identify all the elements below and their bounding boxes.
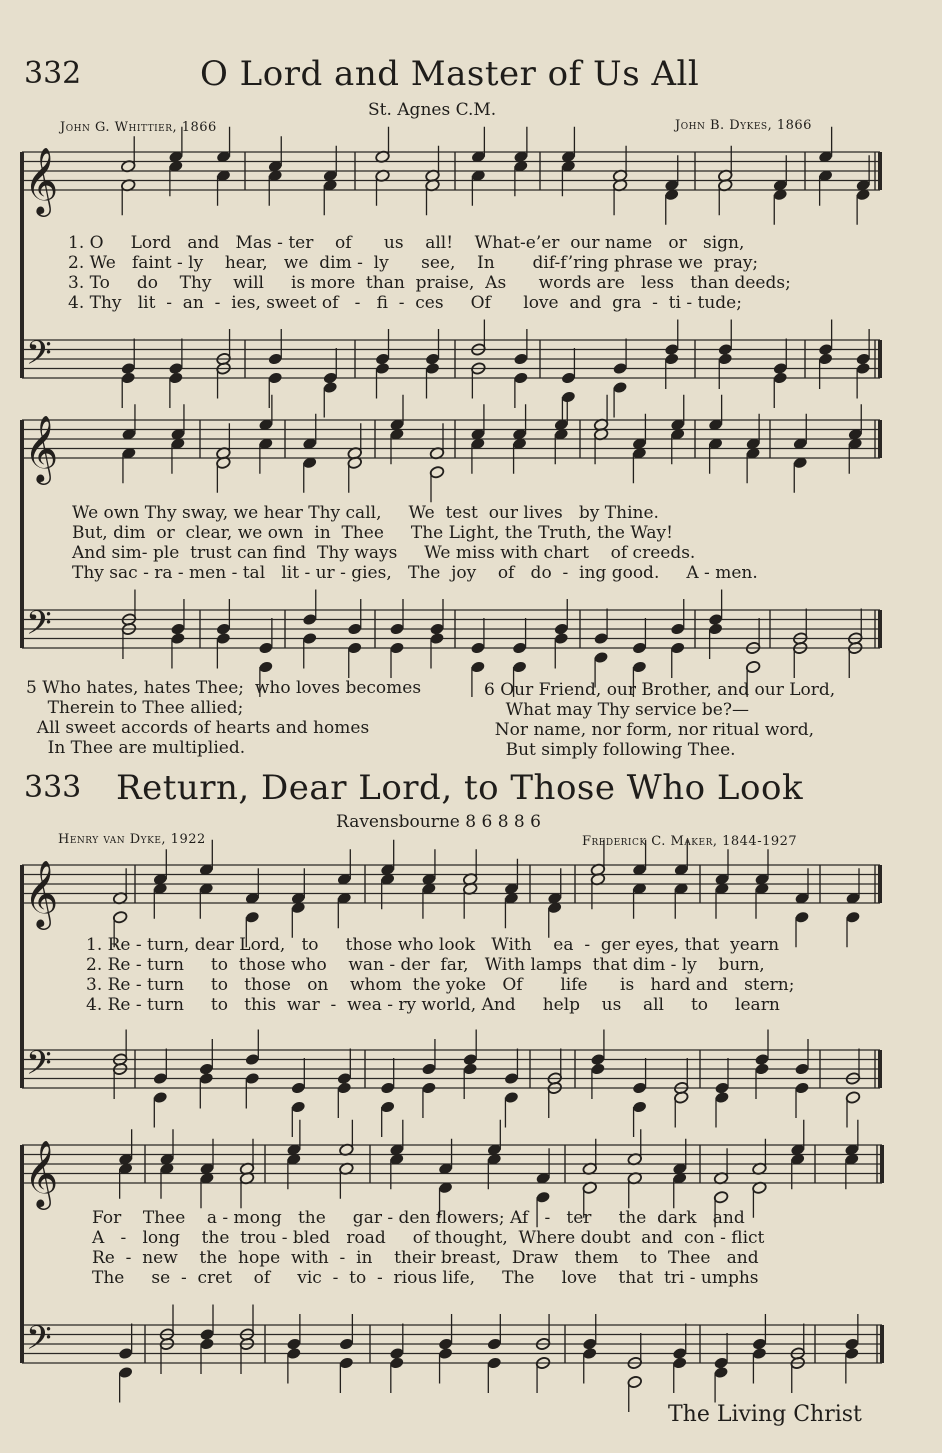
verse-2: 2. We faint - ly hear, we dim - ly see, In dif-f’ring phrase we pray; [68,253,759,273]
stanza-line: But simply following Thee. [484,740,736,760]
hymn-332-tune: St. Agnes C.M. [368,100,497,120]
svg-text:𝄞: 𝄞 [24,1139,59,1207]
stanza-line: 5 Who hates, hates Thee; who loves becomes [26,678,422,698]
svg-text:𝄢: 𝄢 [26,334,52,381]
stanza-line: In Thee are multiplied. [26,738,246,758]
hymn-332-verses-line2 [72,503,758,583]
svg-text:𝄞: 𝄞 [24,859,59,927]
hymn-332-title: O Lord and Master of Us All [200,54,700,94]
hymn-333-number: 333 [24,770,82,805]
svg-text:𝄢: 𝄢 [26,1044,52,1091]
verse-1: 1. O Lord and Mas - ter of us all! What-e’er our name or sign, [68,233,745,253]
verse-2: A - long the trou - bled road of thought, Where doubt and con - flict [92,1228,765,1248]
hymn-332-stanza-5 [26,678,421,758]
verse-1: For Thee a - mong the gar - den flowers; Af - ter the dark and [92,1208,745,1228]
verse-4: Thy sac - ra - men - tal lit - ur - gies, The joy of do - ing good. A - men. [72,563,758,583]
verse-4: The se - cret of vic - to - rious life, The love that tri - umphs [92,1268,759,1288]
verse-3: 3. Re - turn to those on whom the yoke Of life is hard and stern; [86,975,795,995]
stanza-line: Nor name, nor form, nor ritual word, [484,720,815,740]
svg-text:𝄢: 𝄢 [26,1319,52,1366]
verse-3: 3. To do Thy will is more than praise, As words are less than deeds; [68,273,791,293]
hymn-333-verses-line2 [92,1208,764,1288]
verse-3: Re - new the hope with - in their breast, Draw them to Thee and [92,1248,759,1268]
hymn-332-number: 332 [24,56,82,91]
hymn-332-music-credit: John B. Dykes, 1866 [675,118,812,133]
verse-4: 4. Thy lit - an - ies, sweet of - fi - ces Of love and gra - ti - tude; [68,293,742,313]
svg-text:𝄢: 𝄢 [26,604,52,651]
verse-3: And sim- ple trust can find Thy ways We miss with chart of creeds. [72,543,696,563]
hymn-333-music-credit: Frederick C. Maker, 1844-1927 [582,834,798,849]
hymn-333-verses-line1 [86,935,795,1015]
stanza-line: 6 Our Friend, our Brother, and our Lord, [484,680,836,700]
verse-1: 1. Re - turn, dear Lord, to those who look With ea - ger eyes, that yearn [86,935,780,955]
section-footer: The Living Christ [668,1402,862,1427]
stanza-line: Therein to Thee allied; [26,698,244,718]
hymn-332-stanza-6 [484,680,835,760]
svg-text:𝄞: 𝄞 [24,146,59,214]
verse-2: But, dim or clear, we own in Thee The Light, the Truth, the Way! [72,523,673,543]
hymn-333-title: Return, Dear Lord, to Those Who Look [116,768,804,808]
svg-text:𝄞: 𝄞 [24,414,59,482]
verse-1: We own Thy sway, we hear Thy call, We test our lives by Thine. [72,503,659,523]
hymn-332-verses-line1 [68,233,791,313]
verse-2: 2. Re - turn to those who wan - der far, With lamps that dim - ly burn, [86,955,765,975]
hymn-332-words-credit: John G. Whittier, 1866 [60,120,217,135]
stanza-line: What may Thy service be?— [484,700,749,720]
verse-4: 4. Re - turn to this war - wea - ry world, And help us all to learn [86,995,780,1015]
stanza-line: All sweet accords of hearts and homes [26,718,370,738]
hymn-333-words-credit: Henry van Dyke, 1922 [58,832,206,847]
hymn-333-tune: Ravensbourne 8 6 8 8 6 [336,812,541,832]
